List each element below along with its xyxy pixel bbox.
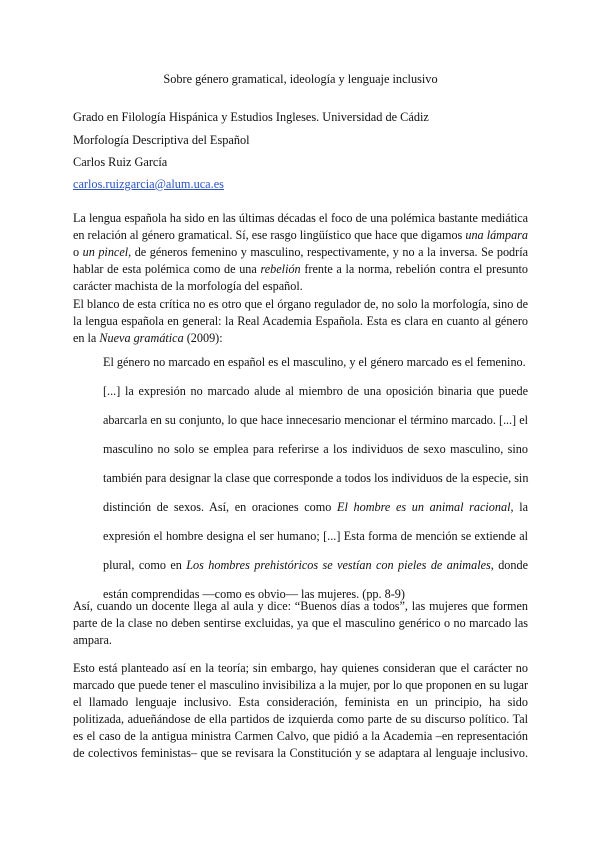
p1-italic-rebelion: rebelión [260,262,301,276]
p1-line-3-text-a: o [73,245,83,259]
p3-line-1: Así, cuando un docente llega al aula y dice: “Buenos días a todos”, las mujeres que formen [73,599,528,613]
quote-italic-hombre-animal: El hombre es un animal racional [337,500,511,514]
p3-line-3: ampara. [73,633,112,647]
p1-line-3-text-b: , de géneros femenino y masculino, respectivamente, y no a la inversa. Se podría [128,245,528,259]
p2-line-3 [73,330,528,347]
p3-line-2: parte de la clase no deben sentirse excluidas, ya que el masculino genérico o no marcado las [73,616,528,630]
p4-line-2: marcado que puede tener el masculino invisibiliza a la mujer, por lo que proponen en su lugar [73,678,528,692]
p1-line-1: La lengua española ha sido en las últimas décadas el foco de una polémica bastante mediática [73,211,528,225]
quote-line-3: abarcarla en su conjunto, lo que hace innecesario mencionar el término marcado. [...] el [103,413,528,427]
p1-line-4-text-b: frente a la norma, rebelión contra el presunto [300,262,529,276]
quote-line-6-text-b: , la [510,500,528,514]
p1-line-3 [73,244,528,261]
p2-line-2: la lengua española en general: la Real Academia Española. Esta es clara en cuanto al género [73,314,528,328]
p1-line-4 [73,261,528,278]
paragraph-2 [73,296,528,347]
quote-line-8 [103,551,528,580]
quote-line-9: están comprendidas —como es obvio— las mujeres. (pp. 8-9) [103,587,405,601]
document-title: Sobre género gramatical, ideología y lenguaje inclusivo [163,72,438,86]
quote-line-1: El género no marcado en español es el masculino, y el género marcado es el femenino. [103,355,526,369]
quote-italic-hombres-prehistoricos: Los hombres prehistóricos se vestían con pieles de animales [186,558,491,572]
quote-line-6 [103,493,528,522]
p2-italic-nueva-gramatica: Nueva gramática [99,331,184,345]
p4-line-3: el llamado lenguaje inclusivo. Esta consideración, feminista en un principio, ha sido [73,695,528,709]
p1-line-2 [73,227,528,244]
p4-line-4: politizada, adueñándose de ella partidos de izquierda como parte de su discurso político. Tal [73,712,528,726]
paragraph-3 [73,598,528,649]
quote-line-8-text-a: plural, como en [103,558,187,572]
p2-line-3-text-a: en la [73,331,100,345]
p4-line-5: es el caso de la antigua ministra Carmen Calvo, que pidió a la Academia –en representación [73,729,528,743]
p1-line-2-text: en relación al género gramatical. Sí, ese rasgo lingüístico que hace que digamos [73,228,466,242]
affiliation-line: Grado en Filología Hispánica y Estudios Ingleses. Universidad de Cádiz [73,110,429,124]
p2-line-1: El blanco de esta crítica no es otro que el órgano regulador de, no solo la morfología, sino de [73,297,528,311]
p4-line-6: de colectivos feministas– que se revisara la Constitución y se adaptara al lenguaje inclusivo. [73,746,528,760]
quote-line-5: también para designar la clase que corresponde a todos los individuos de la especie, sin [103,471,529,485]
p1-line-4-text-a: hablar de esta polémica como de una [73,262,261,276]
p1-line-5: carácter machista de la morfología del español. [73,279,303,293]
quote-line-7: expresión el hombre designa el ser humano; [...] Esta forma de mención se extiende al [103,529,528,543]
p2-line-3-text-b: (2009): [183,331,223,345]
p1-italic-pincel: un pincel [82,245,129,259]
paragraph-4 [73,660,528,762]
quote-line-8-text-b: , donde [490,558,528,572]
quote-line-4: masculino no solo se emplea para referirse a los individuos de sexo masculino, sino [103,442,528,456]
author-email-link[interactable]: carlos.ruizgarcia@alum.uca.es [73,177,224,191]
block-quote [103,348,528,609]
quote-line-2: [...] la expresión no marcado alude al miembro de una oposición binaria que puede [103,384,528,398]
paragraph-1 [73,210,528,295]
quote-line-6-text-a: distinción de sexos. Así, en oraciones como [103,500,337,514]
p4-line-1: Esto está planteado así en la teoría; sin embargo, hay quienes consideran que el carácter no [73,661,528,675]
course-line: Morfología Descriptiva del Español [73,133,250,147]
author-line: Carlos Ruiz García [73,155,168,169]
p1-italic-lampara: una lámpara [465,228,529,242]
